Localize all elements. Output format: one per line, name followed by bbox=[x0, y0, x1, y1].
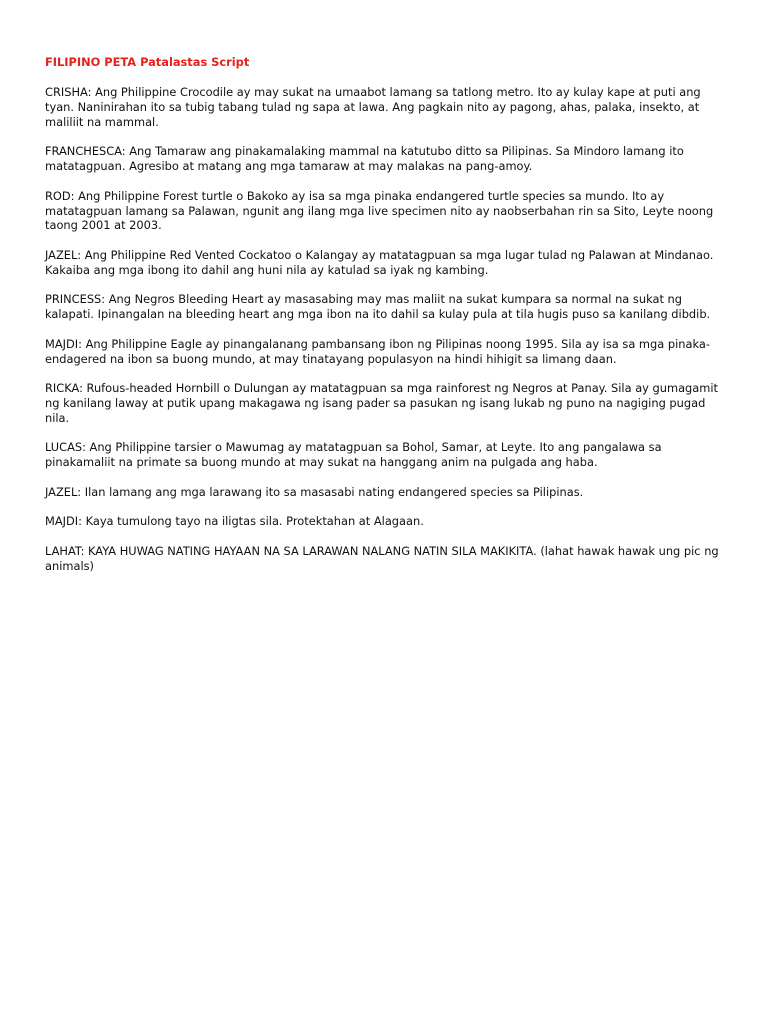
script-paragraph-princess: PRINCESS: Ang Negros Bleeding Heart ay masasabing may mas maliit na sukat kumpara sa normal na sukat ng kalapati. Ipinangalan na bleeding heart ang mga ibon na ito dahil sa kulay pula at tila hugis puso sa kanilang dibdib. bbox=[45, 292, 711, 322]
script-paragraph-rod: ROD: Ang Philippine Forest turtle o Bakoko ay isa sa mga pinaka endangered turtle species sa mundo. Ito ay matatagpuan lamang sa Palawan, ngunit ang ilang mga live specimen nito ay naobserbahan rin sa Sito, Leyte noong taong 2001 at 2003. bbox=[45, 188, 714, 233]
document-title: FILIPINO PETA Patalastas Script bbox=[45, 55, 250, 69]
script-paragraph-lucas: LUCAS: Ang Philippine tarsier o Mawumag ay matatagpuan sa Bohol, Samar, at Leyte. Ito ang pangalawa sa pinakamaliit na primate sa buong mundo at may sukat na hanggang anim na pulgada ang haba. bbox=[45, 440, 662, 470]
script-paragraph-jazel-closing: JAZEL: Ilan lamang ang mga larawang ito sa masasabi nating endangered species sa Pilipinas. bbox=[45, 484, 584, 499]
script-paragraph-majdi: MAJDI: Ang Philippine Eagle ay pinangalanang pambansang ibon ng Pilipinas noong 1995. Sila ay isa sa mga pinaka-endagered na ibon sa buong mundo, at may tinatayang populasyon na hindi hihigit sa limang daan. bbox=[45, 336, 710, 366]
script-paragraph-ricka: RICKA: Rufous-headed Hornbill o Dulungan ay matatagpuan sa mga rainforest ng Negros at Panay. Sila ay gumagamit ng kanilang laway at putik upang makagawa ng isang pader sa pasukan ng isang lukab ng puno na nagiging pugad nila. bbox=[45, 381, 718, 425]
script-paragraph-lahat: LAHAT: KAYA HUWAG NATING HAYAAN NA SA LARAWAN NALANG NATIN SILA MAKIKITA. (lahat hawak hawak ung pic ng animals) bbox=[45, 543, 719, 573]
script-paragraph-crisha: CRISHA: Ang Philippine Crocodile ay may sukat na umaabot lamang sa tatlong metro. Ito ay kulay kape at puti ang tyan. Naninirahan ito sa tubig tabang tulad ng sapa at lawa. Ang pagkain nito ay pagong, ahas, palaka, insekto, at maliliit na mammal. bbox=[45, 84, 701, 129]
script-paragraph-franchesca: FRANCHESCA: Ang Tamaraw ang pinakamalaking mammal na katutubo ditto sa Pilipinas. Sa Mindoro lamang ito matatagpuan. Agresibo at matang ang mga tamaraw at may malakas na pang-amoy. bbox=[45, 144, 684, 174]
script-paragraph-majdi-closing: MAJDI: Kaya tumulong tayo na iligtas sila. Protektahan at Alagaan. bbox=[45, 514, 424, 529]
script-paragraph-jazel: JAZEL: Ang Philippine Red Vented Cockatoo o Kalangay ay matatagpuan sa mga lugar tulad ng Palawan at Mindanao. Kakaiba ang mga ibong ito dahil ang huni nila ay katulad sa iyak ng kambing. bbox=[45, 247, 714, 277]
